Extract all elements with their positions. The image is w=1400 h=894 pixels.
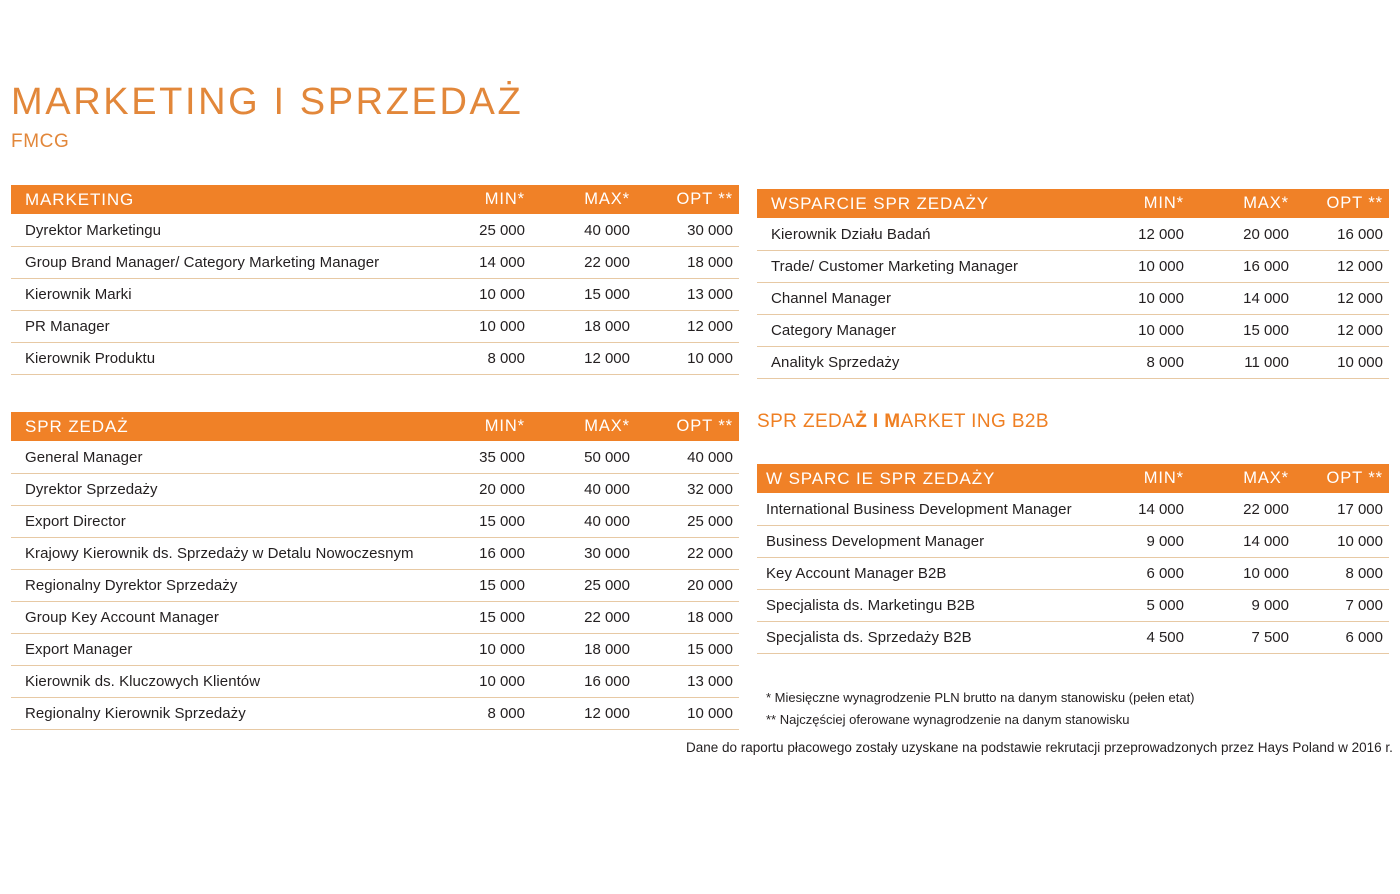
table-row — [757, 283, 1389, 315]
source-note: Dane do raportu płacowego zostały uzyskane na podstawie rekrutacji przeprowadzonych przez Hays Poland w 2016 r. — [686, 740, 1393, 755]
column-header-min: MIN* — [426, 412, 531, 441]
table-row — [11, 214, 739, 247]
role-name: Channel Manager — [757, 283, 1085, 315]
role-name: PR Manager — [11, 311, 426, 343]
column-header-max: MAX* — [1190, 464, 1295, 493]
table-row — [757, 315, 1389, 347]
table-wsparcie-sprzedazy-fmcg — [757, 189, 1389, 379]
table-row — [11, 538, 739, 570]
value-max: 40 000 — [531, 214, 636, 247]
value-min: 35 000 — [426, 441, 531, 474]
table-row — [757, 347, 1389, 379]
value-min: 4 500 — [1085, 622, 1190, 654]
value-max: 25 000 — [531, 570, 636, 602]
role-name: Trade/ Customer Marketing Manager — [757, 251, 1085, 283]
role-name: Kierownik Marki — [11, 279, 426, 311]
value-min: 12 000 — [1085, 218, 1190, 251]
table-header-row — [11, 185, 739, 214]
value-min: 14 000 — [426, 247, 531, 279]
value-opt: 20 000 — [636, 570, 739, 602]
value-min: 9 000 — [1085, 526, 1190, 558]
table-row — [11, 343, 739, 375]
value-min: 10 000 — [426, 634, 531, 666]
value-min: 6 000 — [1085, 558, 1190, 590]
value-opt: 17 000 — [1295, 493, 1389, 526]
value-min: 15 000 — [426, 506, 531, 538]
role-name: Kierownik Produktu — [11, 343, 426, 375]
value-min: 14 000 — [1085, 493, 1190, 526]
value-opt: 6 000 — [1295, 622, 1389, 654]
table-row — [757, 493, 1389, 526]
role-name: Business Development Manager — [757, 526, 1085, 558]
section-label-fmcg: FMCG — [11, 131, 70, 152]
table-title-marketing: MARKETING — [11, 185, 426, 214]
value-min: 10 000 — [426, 666, 531, 698]
value-opt: 22 000 — [636, 538, 739, 570]
table-header-row — [757, 189, 1389, 218]
column-header-max: MAX* — [531, 412, 636, 441]
value-opt: 10 000 — [636, 698, 739, 730]
value-opt: 16 000 — [1295, 218, 1389, 251]
role-name: Regionalny Dyrektor Sprzedaży — [11, 570, 426, 602]
value-min: 10 000 — [426, 279, 531, 311]
footnote-two-star: ** Najczęściej oferowane wynagrodzenie na danym stanowisku — [766, 712, 1130, 727]
table-header-row — [757, 464, 1389, 493]
role-name: General Manager — [11, 441, 426, 474]
value-max: 12 000 — [531, 343, 636, 375]
b2b-label-bold: Ż I M — [855, 411, 901, 432]
role-name: Kierownik ds. Kluczowych Klientów — [11, 666, 426, 698]
page-title: MARKETING I SPRZEDAŻ — [11, 81, 524, 124]
column-header-opt: OPT ** — [636, 185, 739, 214]
value-max: 50 000 — [531, 441, 636, 474]
salary-table — [757, 189, 1389, 379]
value-min: 8 000 — [1085, 347, 1190, 379]
table-row — [757, 251, 1389, 283]
value-max: 7 500 — [1190, 622, 1295, 654]
table-row — [11, 666, 739, 698]
value-min: 8 000 — [426, 343, 531, 375]
value-max: 40 000 — [531, 474, 636, 506]
column-header-opt: OPT ** — [1295, 464, 1389, 493]
value-min: 15 000 — [426, 570, 531, 602]
table-row — [11, 247, 739, 279]
value-opt: 7 000 — [1295, 590, 1389, 622]
value-max: 15 000 — [1190, 315, 1295, 347]
value-min: 10 000 — [1085, 283, 1190, 315]
role-name: Dyrektor Sprzedaży — [11, 474, 426, 506]
value-max: 16 000 — [531, 666, 636, 698]
table-row — [11, 311, 739, 343]
role-name: Export Manager — [11, 634, 426, 666]
role-name: Kierownik Działu Badań — [757, 218, 1085, 251]
table-row — [11, 506, 739, 538]
value-max: 18 000 — [531, 634, 636, 666]
role-name: Regionalny Kierownik Sprzedaży — [11, 698, 426, 730]
table-row — [11, 602, 739, 634]
column-header-opt: OPT ** — [1295, 189, 1389, 218]
value-max: 22 000 — [1190, 493, 1295, 526]
value-min: 25 000 — [426, 214, 531, 247]
table-body — [757, 493, 1389, 654]
footnote-one-star: * Miesięczne wynagrodzenie PLN brutto na danym stanowisku (pełen etat) — [766, 690, 1195, 705]
value-opt: 15 000 — [636, 634, 739, 666]
table-body — [11, 214, 739, 375]
column-header-min: MIN* — [1085, 464, 1190, 493]
table-row — [11, 441, 739, 474]
column-header-min: MIN* — [1085, 189, 1190, 218]
table-row — [757, 622, 1389, 654]
table-row — [757, 558, 1389, 590]
role-name: Dyrektor Marketingu — [11, 214, 426, 247]
value-max: 30 000 — [531, 538, 636, 570]
role-name: Specjalista ds. Marketingu B2B — [757, 590, 1085, 622]
value-opt: 13 000 — [636, 666, 739, 698]
value-opt: 13 000 — [636, 279, 739, 311]
value-opt: 30 000 — [636, 214, 739, 247]
value-opt: 12 000 — [1295, 283, 1389, 315]
b2b-label-suffix: ARKET ING B2B — [900, 411, 1049, 432]
table-row — [11, 634, 739, 666]
value-opt: 12 000 — [1295, 315, 1389, 347]
table-row — [11, 474, 739, 506]
column-header-opt: OPT ** — [636, 412, 739, 441]
value-max: 15 000 — [531, 279, 636, 311]
table-marketing — [11, 185, 739, 375]
value-min: 20 000 — [426, 474, 531, 506]
column-header-max: MAX* — [531, 185, 636, 214]
value-max: 18 000 — [531, 311, 636, 343]
value-opt: 8 000 — [1295, 558, 1389, 590]
value-min: 8 000 — [426, 698, 531, 730]
table-row — [757, 590, 1389, 622]
value-opt: 10 000 — [1295, 347, 1389, 379]
table-row — [11, 279, 739, 311]
table-sprzedaz — [11, 412, 739, 730]
table-row — [757, 526, 1389, 558]
value-max: 9 000 — [1190, 590, 1295, 622]
table-wsparcie-sprzedazy-b2b — [757, 464, 1389, 654]
role-name: Group Brand Manager/ Category Marketing Manager — [11, 247, 426, 279]
value-min: 15 000 — [426, 602, 531, 634]
value-opt: 12 000 — [636, 311, 739, 343]
table-header-row — [11, 412, 739, 441]
value-max: 11 000 — [1190, 347, 1295, 379]
value-max: 10 000 — [1190, 558, 1295, 590]
role-name: Krajowy Kierownik ds. Sprzedaży w Detalu Nowoczesnym — [11, 538, 426, 570]
table-title-wsparcie-b2b: W SPARC IE SPR ZEDAŻY — [757, 464, 1085, 493]
value-opt: 10 000 — [636, 343, 739, 375]
role-name: Specjalista ds. Sprzedaży B2B — [757, 622, 1085, 654]
value-min: 16 000 — [426, 538, 531, 570]
section-label-b2b — [757, 411, 1049, 433]
value-min: 10 000 — [1085, 251, 1190, 283]
table-title-wsparcie-fmcg: WSPARCIE SPR ZEDAŻY — [757, 189, 1085, 218]
table-row — [11, 698, 739, 730]
b2b-label-prefix: SPR ZEDA — [757, 411, 856, 432]
table-body — [11, 441, 739, 730]
salary-table — [11, 185, 739, 375]
role-name: Analityk Sprzedaży — [757, 347, 1085, 379]
value-opt: 18 000 — [636, 247, 739, 279]
value-max: 40 000 — [531, 506, 636, 538]
role-name: Category Manager — [757, 315, 1085, 347]
value-opt: 18 000 — [636, 602, 739, 634]
value-min: 5 000 — [1085, 590, 1190, 622]
footnotes — [766, 687, 1396, 731]
value-opt: 10 000 — [1295, 526, 1389, 558]
value-opt: 32 000 — [636, 474, 739, 506]
value-opt: 25 000 — [636, 506, 739, 538]
value-opt: 40 000 — [636, 441, 739, 474]
table-row — [757, 218, 1389, 251]
column-header-max: MAX* — [1190, 189, 1295, 218]
salary-table — [11, 412, 739, 730]
value-max: 20 000 — [1190, 218, 1295, 251]
table-row — [11, 570, 739, 602]
role-name: International Business Development Manager — [757, 493, 1085, 526]
role-name: Group Key Account Manager — [11, 602, 426, 634]
value-opt: 12 000 — [1295, 251, 1389, 283]
salary-table — [757, 464, 1389, 654]
value-max: 14 000 — [1190, 283, 1295, 315]
table-title-sprzedaz: SPR ZEDAŻ — [11, 412, 426, 441]
value-max: 14 000 — [1190, 526, 1295, 558]
value-max: 16 000 — [1190, 251, 1295, 283]
value-min: 10 000 — [1085, 315, 1190, 347]
value-max: 22 000 — [531, 602, 636, 634]
table-body — [757, 218, 1389, 379]
column-header-min: MIN* — [426, 185, 531, 214]
value-max: 12 000 — [531, 698, 636, 730]
value-max: 22 000 — [531, 247, 636, 279]
role-name: Key Account Manager B2B — [757, 558, 1085, 590]
role-name: Export Director — [11, 506, 426, 538]
value-min: 10 000 — [426, 311, 531, 343]
